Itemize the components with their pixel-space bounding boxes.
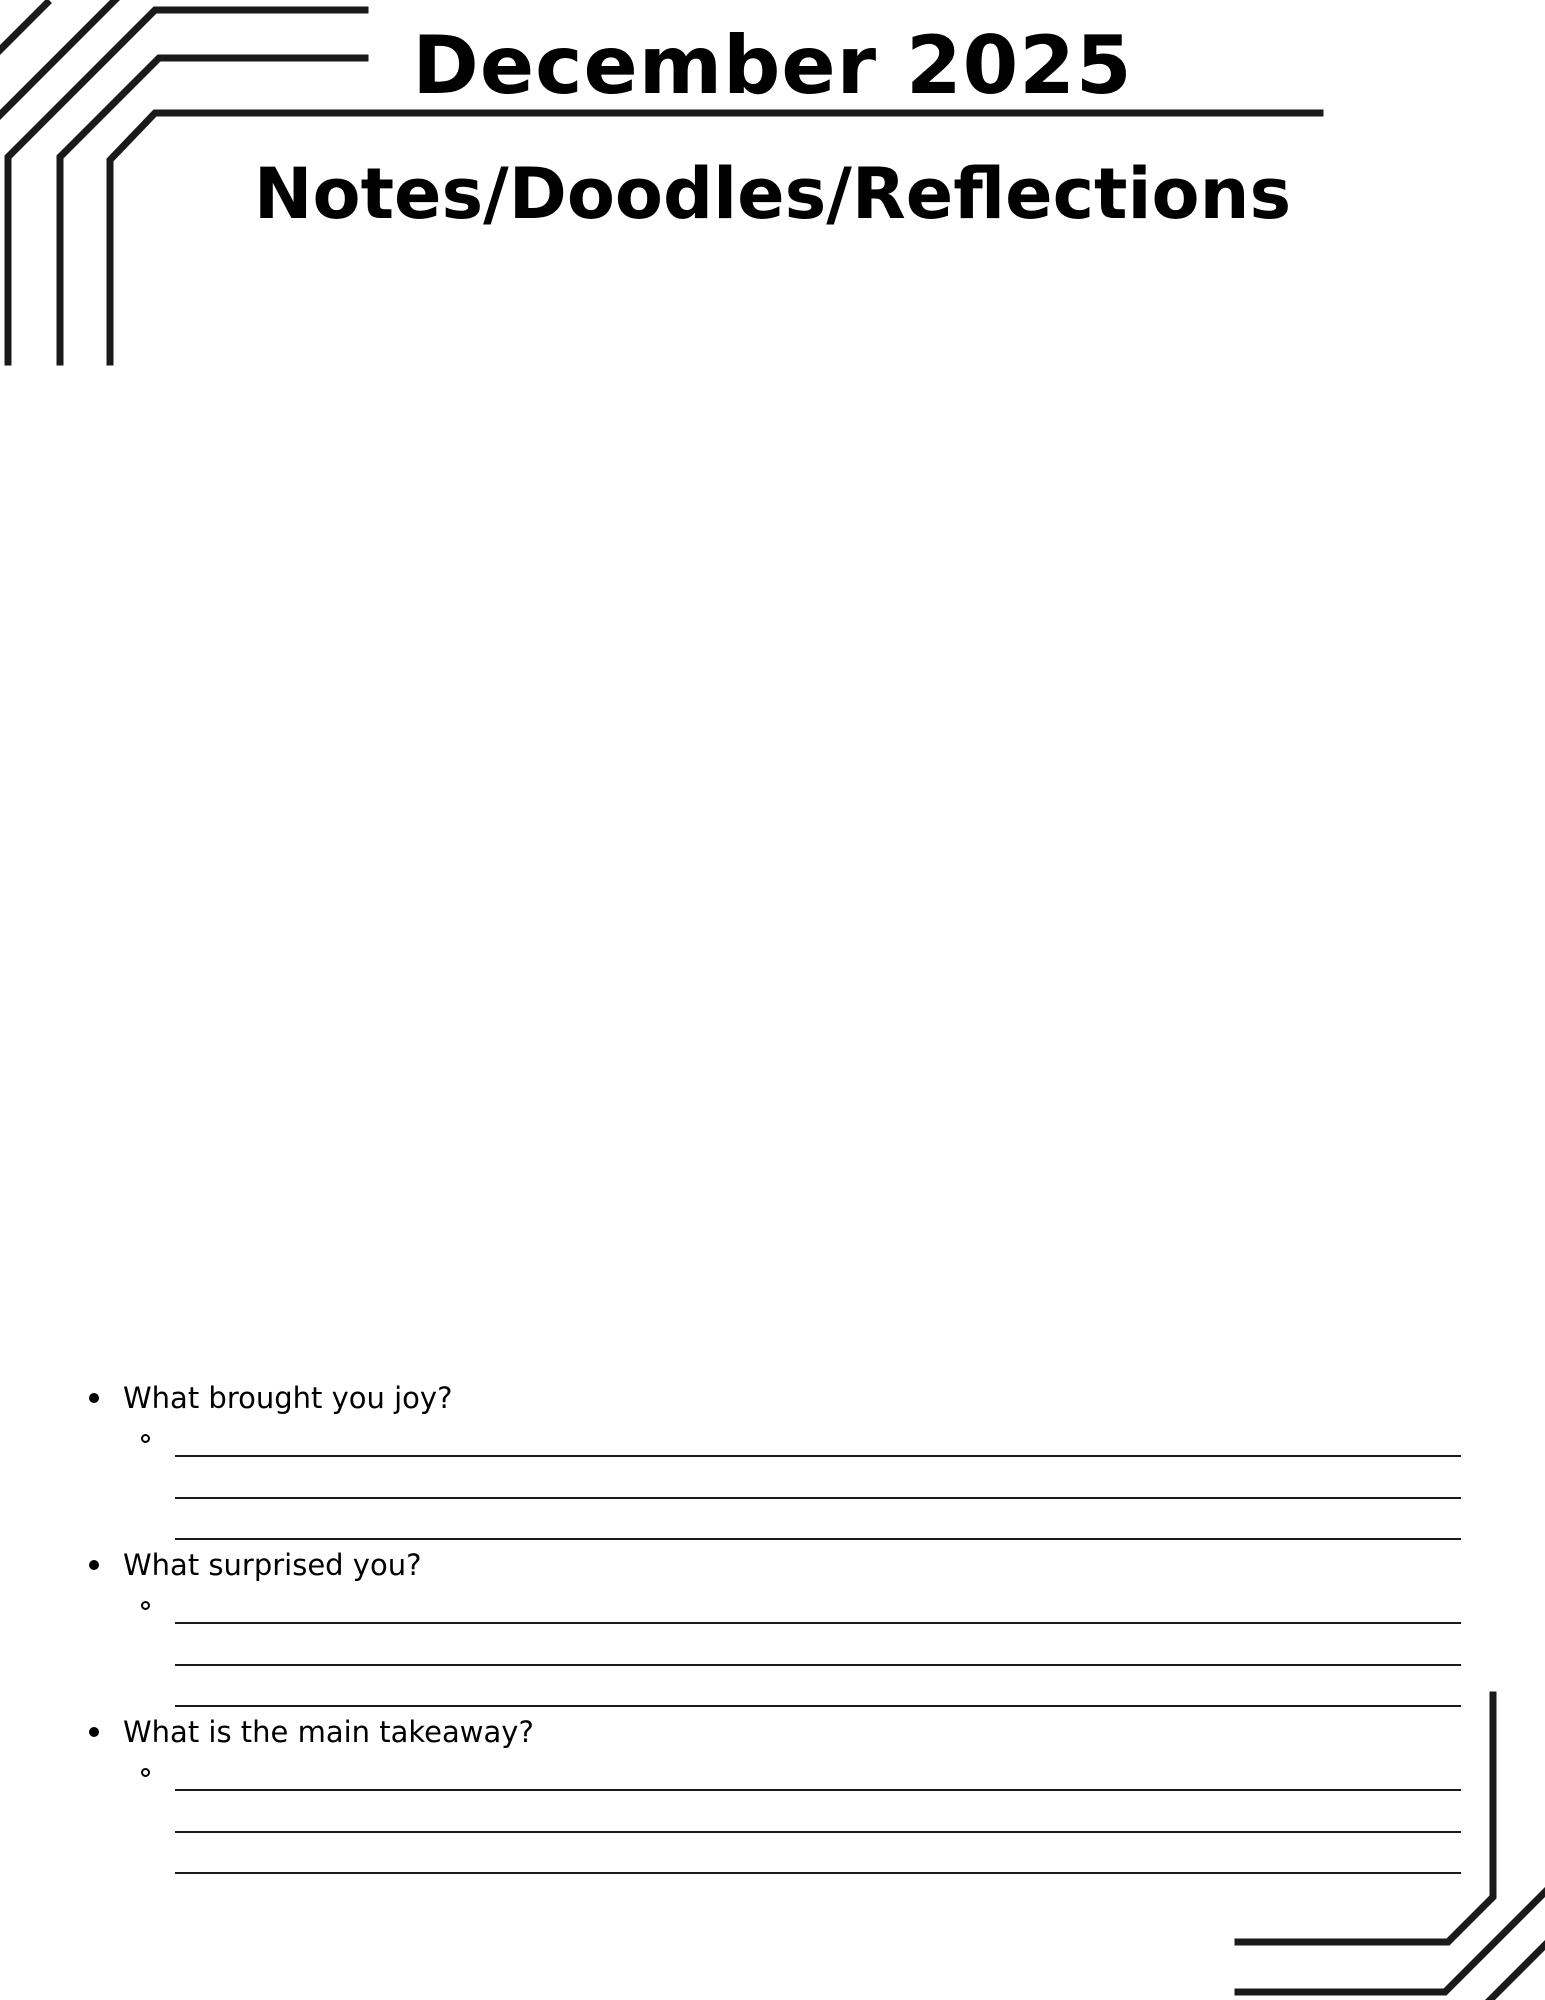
prompt-surprise xyxy=(0,1543,1545,1713)
answer-line[interactable] xyxy=(175,1831,1461,1833)
answer-line[interactable] xyxy=(175,1497,1461,1499)
section-title: Notes/Doodles/Reflections xyxy=(253,153,1292,235)
answer-line[interactable] xyxy=(175,1705,1461,1707)
prompt-question: What surprised you? xyxy=(123,1548,422,1582)
answer-line[interactable] xyxy=(175,1455,1461,1457)
prompt-takeaway xyxy=(0,1710,1545,1880)
bullet-icon xyxy=(89,1393,99,1403)
answer-line[interactable] xyxy=(175,1789,1461,1791)
page-title: December 2025 xyxy=(412,19,1133,112)
bullet-icon xyxy=(89,1560,99,1570)
answer-line[interactable] xyxy=(175,1664,1461,1666)
notes-area[interactable] xyxy=(120,270,1420,1350)
answer-line[interactable] xyxy=(175,1538,1461,1540)
answer-line[interactable] xyxy=(175,1622,1461,1624)
bullet-icon xyxy=(89,1727,99,1737)
sub-bullet-icon xyxy=(141,1768,150,1777)
prompt-joy xyxy=(0,1376,1545,1546)
prompt-question: What is the main takeaway? xyxy=(123,1715,534,1749)
sub-bullet-icon xyxy=(141,1434,150,1443)
sub-bullet-icon xyxy=(141,1601,150,1610)
prompt-question: What brought you joy? xyxy=(123,1381,453,1415)
answer-line[interactable] xyxy=(175,1872,1461,1874)
